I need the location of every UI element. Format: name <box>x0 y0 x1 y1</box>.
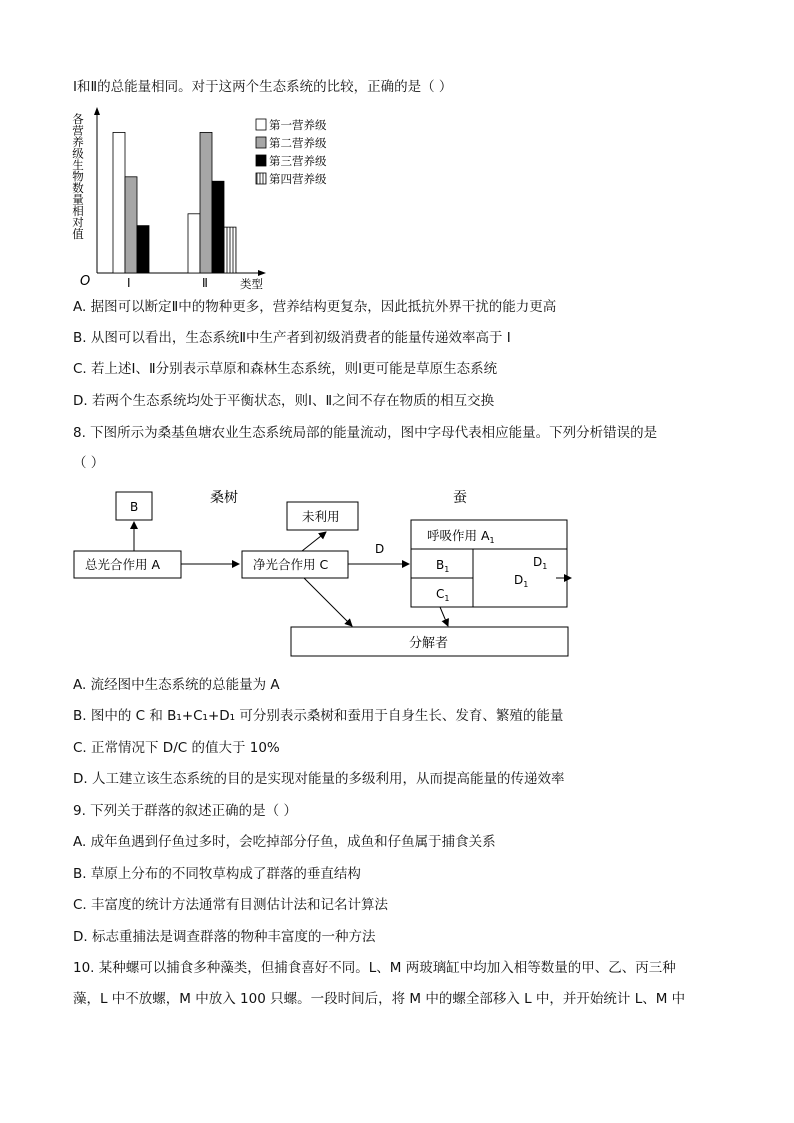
box-c1-text: $C_1$ <box>436 587 450 603</box>
legend-label: 第二营养级 <box>269 136 327 150</box>
bar-1-3 <box>137 226 149 273</box>
x-axis-label: 类型 <box>240 277 263 291</box>
q8-option-a: A. 流经图中生态系统的总能量为 A <box>73 677 280 693</box>
q10-line-1: 10. 某种螺可以捕食多种藻类，但捕食喜好不同。L、M 两玻璃缸中均加入相等数量的甲、乙、丙三种 <box>73 960 676 976</box>
intro-line: Ⅰ和Ⅱ的总能量相同。对于这两个生态系统的比较，正确的是（ ） <box>73 79 453 95</box>
q8-paren: （ ） <box>73 455 105 471</box>
y-axis-arrow <box>94 107 100 115</box>
category-labels <box>127 276 208 290</box>
q8-option-b: B. 图中的 C 和 B₁+C₁+D₁ 可分别表示桑树和蚕用于自身生长、发育、繁殖的能量 <box>73 708 564 724</box>
q9-option-c: C. 丰富度的统计方法通常有目测估计法和记名计算法 <box>73 897 389 913</box>
legend-swatch <box>256 119 266 130</box>
x-axis-arrow <box>258 270 266 276</box>
q9-stem: 9. 下列关于群落的叙述正确的是（ ） <box>73 803 297 819</box>
box-decomposer-text: 分解者 <box>409 636 449 651</box>
q7-option-d: D. 若两个生态系统均处于平衡状态，则Ⅰ、Ⅱ之间不存在物质的相互交换 <box>73 393 495 409</box>
box-total-photosynthesis-text: 总光合作用 A <box>85 557 161 572</box>
bar-1-1 <box>113 132 125 273</box>
legend-swatch <box>256 173 266 184</box>
bar-2-3 <box>212 181 224 273</box>
box-b1-text: $B_1$ <box>436 558 450 574</box>
category-label: Ⅱ <box>202 276 208 290</box>
arrow-d1-label: $D_1$ <box>533 555 548 571</box>
origin-label: O <box>80 274 91 289</box>
bar-2-1 <box>188 214 200 273</box>
legend-label: 第四营养级 <box>269 172 327 186</box>
q9-option-d: D. 标志重捕法是调查群落的物种丰富度的一种方法 <box>73 929 376 945</box>
bar-1-2 <box>125 177 137 273</box>
bar-chart <box>70 103 370 293</box>
legend-label: 第一营养级 <box>269 118 327 132</box>
arrow-c1-to-decomposer <box>440 607 448 626</box>
legend <box>256 118 327 186</box>
q7-option-c: C. 若上述Ⅰ、Ⅱ分别表示草原和森林生态系统，则Ⅰ更可能是草原生态系统 <box>73 361 498 377</box>
category-label: Ⅰ <box>127 276 131 290</box>
q7-option-a: A. 据图可以断定Ⅱ中的物种更多，营养结构更复杂，因此抵抗外界干扰的能力更高 <box>73 299 557 315</box>
energy-flow-diagram <box>70 482 590 662</box>
legend-label: 第三营养级 <box>269 154 327 168</box>
label-d: D <box>375 542 385 556</box>
silkworm-label: 蚕 <box>453 490 467 506</box>
box-net-photosynthesis-text: 净光合作用 C <box>253 557 329 572</box>
q8-stem: 8. 下图所示为桑基鱼塘农业生态系统局部的能量流动，图中字母代表相应能量。下列分析错误的是 <box>73 425 658 441</box>
box-unused-text: 未利用 <box>302 509 340 524</box>
q10-line-2: 藻，L 中不放螺，M 中放入 100 只螺。一段时间后，将 M 中的螺全部移入 L 中，并开始统计 L、M 中 <box>73 991 686 1007</box>
legend-swatch <box>256 155 266 166</box>
y-axis-label: 各营养级生物数量相对值 <box>71 113 85 240</box>
q9-option-a: A. 成年鱼遇到仔鱼过多时，会吃掉部分仔鱼，成鱼和仔鱼属于捕食关系 <box>73 834 496 850</box>
box-d1-text: $D_1$ <box>514 573 529 589</box>
legend-swatch <box>256 137 266 148</box>
arrow-c-to-unused <box>302 532 326 551</box>
box-b-text: B <box>130 500 139 514</box>
bar-2-2 <box>200 132 212 273</box>
mulberry-label: 桑树 <box>210 490 238 506</box>
q7-option-b: B. 从图可以看出，生态系统Ⅱ中生产者到初级消费者的能量传递效率高于 Ⅰ <box>73 330 511 346</box>
arrow-c-to-decomposer <box>304 578 352 626</box>
box-respiration-text: 呼吸作用 $A_1$ <box>427 528 495 545</box>
q8-option-c: C. 正常情况下 D/C 的值大于 10% <box>73 740 280 756</box>
bars-group <box>113 132 236 273</box>
q8-option-d: D. 人工建立该生态系统的目的是实现对能量的多级利用，从而提高能量的传递效率 <box>73 771 565 787</box>
q9-option-b: B. 草原上分布的不同牧草构成了群落的垂直结构 <box>73 866 361 882</box>
bar-2-4 <box>224 227 236 273</box>
